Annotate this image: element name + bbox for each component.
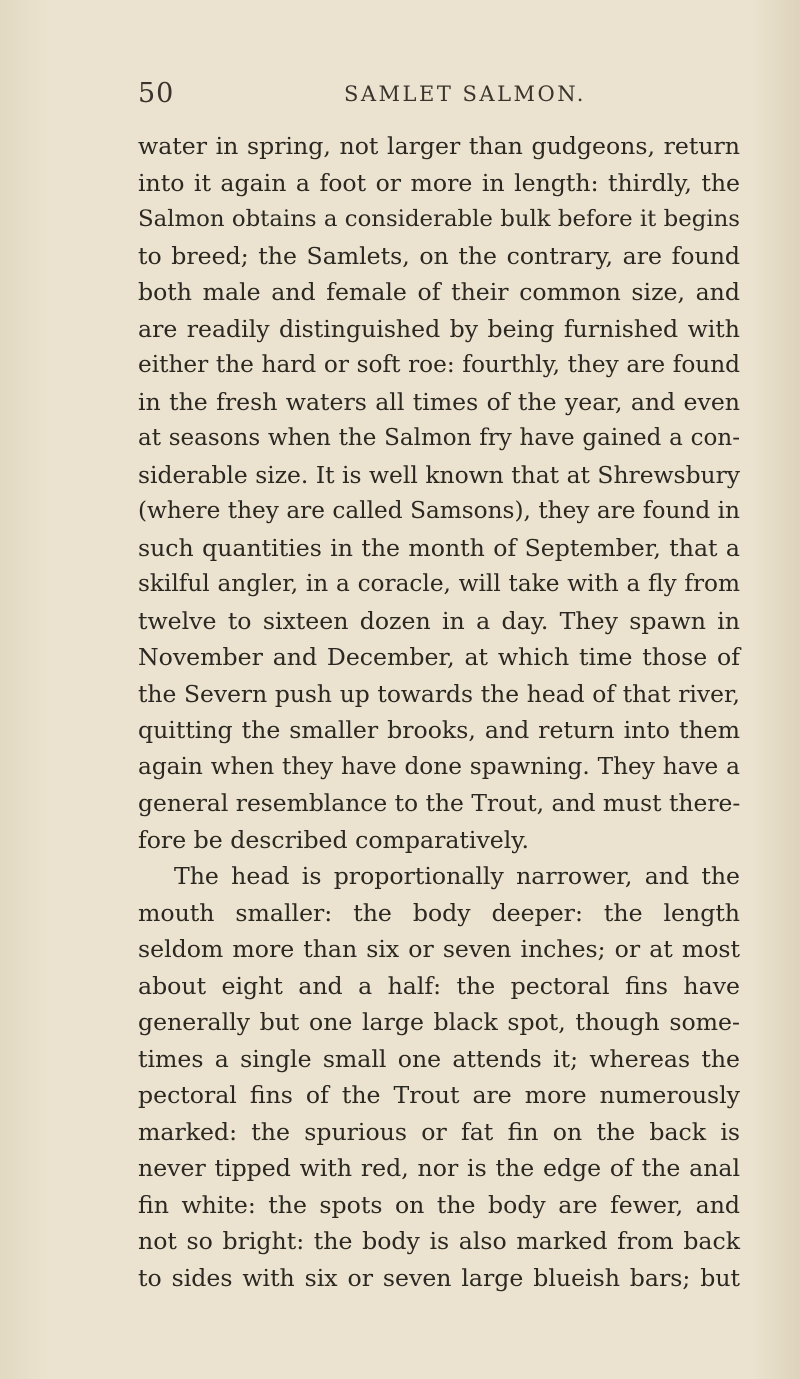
text-line: quitting the smaller brooks, and return into them: [138, 716, 740, 744]
text-line: never tipped with red, nor is the edge of the anal: [138, 1154, 740, 1182]
text-line: both male and female of their common size, and: [138, 278, 740, 306]
text-line: fin white: the spots on the body are fewer, and: [138, 1190, 740, 1219]
text-line: not so bright: the body is also marked from back: [138, 1227, 740, 1255]
text-line: either the hard or soft roe: fourthly, they are found: [138, 351, 740, 378]
text-line: times a single small one attends it; whereas the: [138, 1044, 740, 1073]
text-line: about eight and a half: the pectoral fins have: [138, 971, 740, 1000]
text-line: pectoral fins of the Trout are more numerously: [138, 1081, 740, 1109]
text-line: Salmon obtains a considerable bulk before it begins: [138, 206, 740, 232]
text-line: mouth smaller: the body deeper: the length: [138, 898, 740, 927]
running-head: [138, 78, 738, 110]
text-line: the Severn push up towards the head of that river,: [138, 679, 740, 708]
text-line: November and December, at which time those of: [138, 643, 740, 671]
text-line: general resemblance to the Trout, and must there-: [138, 789, 741, 817]
body-text: [138, 128, 740, 1296]
text-line: at seasons when the Salmon fry have gained a con-: [138, 425, 740, 451]
text-line: marked: the spurious or fat fin on the back is: [138, 1117, 740, 1146]
text-line: in the fresh waters all times of the year, and even: [138, 387, 740, 416]
text-line: such quantities in the month of September, that a: [138, 533, 740, 562]
text-line: (where they are called Samsons), they are found in: [138, 497, 740, 524]
text-line: fore be described comparatively.: [138, 825, 529, 854]
text-line: to breed; the Samlets, on the contrary, are found: [138, 241, 740, 270]
page-number: 50: [138, 78, 175, 109]
text-line: generally but one large black spot, though some-: [138, 1008, 740, 1036]
text-line: water in spring, not larger than gudgeons, return: [138, 132, 740, 160]
text-line: seldom more than six or seven inches; or at most: [138, 935, 740, 963]
text-line: siderable size. It is well known that at Shrewsbury: [138, 460, 740, 489]
text-line: skilful angler, in a coracle, will take with a fly from: [138, 570, 740, 597]
text-line: twelve to sixteen dozen in a day. They spawn in: [138, 606, 740, 635]
running-title: SAMLET SALMON.: [344, 82, 586, 106]
text-line: The head is proportionally narrower, and the: [174, 862, 740, 890]
text-line: to sides with six or seven large blueish bars; but: [138, 1263, 740, 1292]
text-line: into it again a foot or more in length: thirdly, the: [138, 168, 740, 197]
text-line: again when they have done spawning. They have a: [138, 752, 740, 780]
text-line: are readily distinguished by being furnished with: [138, 314, 740, 343]
